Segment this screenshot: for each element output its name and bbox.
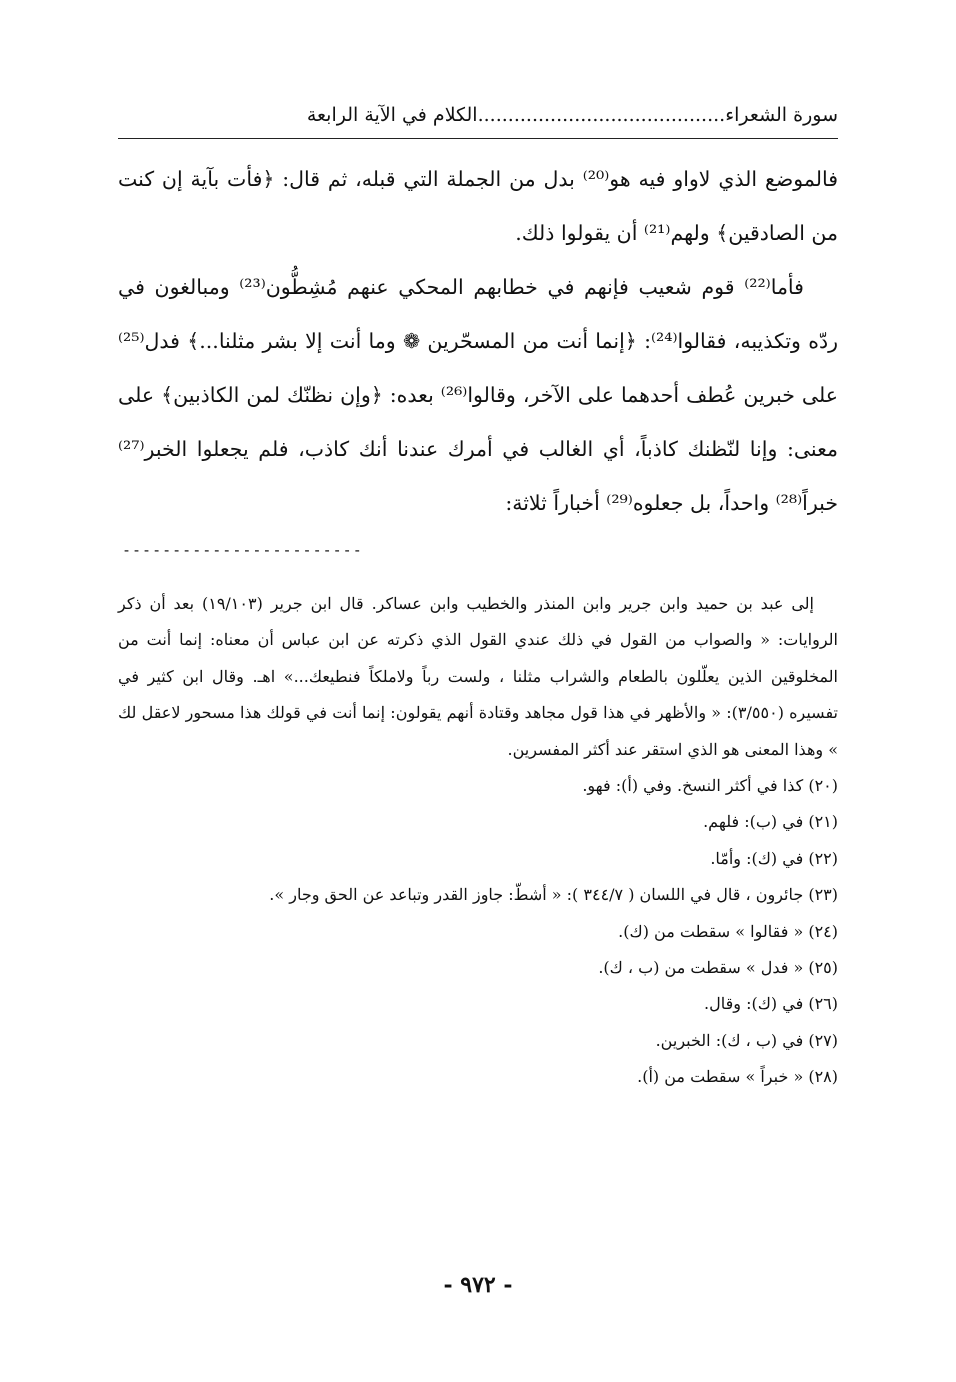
footnote-continuation: إلى عبد بن حميد وابن جرير وابن المنذر والخطيب وابن عساكر. قال ابن جرير (١٩/١٠٣) بعد أن ذكر الروايات: « والصواب من القول في ذلك عندي القول الذي ذكرته عن ابن عباس أن معناه: إنما أنت من المخلوقين الذين يعلّلون بالطعام والشراب مثلنا ، ولست رباً ولاملكاً فنطيعك...» اهـ. وقال ابن كثير في تفسيره (٣/٥٥٠): « والأظهر في هذا قول مجاهد وقتادة أنهم يقولون: إنما أنت في قولك هذا مسحور لاعقل لك » وهذا المعنى هو الذي استقر عند أكثر المفسرين. xyxy=(118,594,839,759)
footnote-28: (٢٨) « خبراً » سقطت من (أ). xyxy=(637,1067,838,1087)
footnote-21: (٢١) في (ب): فلهم. xyxy=(703,812,838,832)
header-rule xyxy=(118,138,838,139)
running-header: سورة الشعراء.........................................الكلام في الآية الرابعة xyxy=(306,104,838,126)
footnote-24: (٢٤) « فقالوا » سقطت من (ك). xyxy=(618,921,838,941)
footnote-20: (٢٠) كذا في أكثر النسخ. وفي (أ): فهو. xyxy=(582,776,838,796)
main-text xyxy=(118,152,838,530)
footnote-separator: ------------------------ xyxy=(122,541,363,559)
body-paragraph-2: فأما⁽²²⁾ قوم شعيب فإنهم في خطابهم المحكي عنهم مُشِطُّون⁽²³⁾ ومبالغون في ردّه وتكذيبه، فقالوا⁽²⁴⁾: ﴿إنما أنت من المسحّرين ❁ وما أنت إلا بشر مثلنا...﴾ فدل⁽²⁵⁾ على خبرين عُطف أحدهما على الآخر، وقالوا⁽²⁶⁾ بعده: ﴿وإن نظنّك لمن الكاذبين﴾ على معنى: وإنا لنّظنك كاذباً، أي الغالب في أمرك عندنا أنك كاذب، فلم يجعلوا الخبر⁽²⁷⁾ خبراً⁽²⁸⁾ واحداً، بل جعلوه⁽²⁹⁾ أخباراً ثلاثة: xyxy=(118,275,838,515)
body-paragraph-1: فالموضع الذي لاواو فيه هو⁽²⁰⁾ بدل من الجملة التي قبله، ثم قال: ﴿فأت بآية إن كنت من الصادقين﴾ ولهم⁽²¹⁾ أن يقولوا ذلك. xyxy=(118,167,838,245)
footnote-27: (٢٧) في (ب ، ك): الخبرين. xyxy=(655,1030,838,1050)
footnote-23: (٢٣) جائرون ، قال في اللسان ( ٣٤٤/٧ ): « أشطّ: جاوز القدر وتباعد عن الحق وجار ». xyxy=(269,885,838,905)
footnote-25: (٢٥) « فدل » سقطت من (ب ، ك). xyxy=(598,958,838,978)
page-number: - ٩٧٢ - xyxy=(443,1272,513,1298)
footnotes-section xyxy=(118,586,838,1096)
footnote-22: (٢٢) في (ك): وأمّا. xyxy=(710,848,838,868)
footnote-26: (٢٦) في (ك): وقال. xyxy=(704,994,838,1014)
